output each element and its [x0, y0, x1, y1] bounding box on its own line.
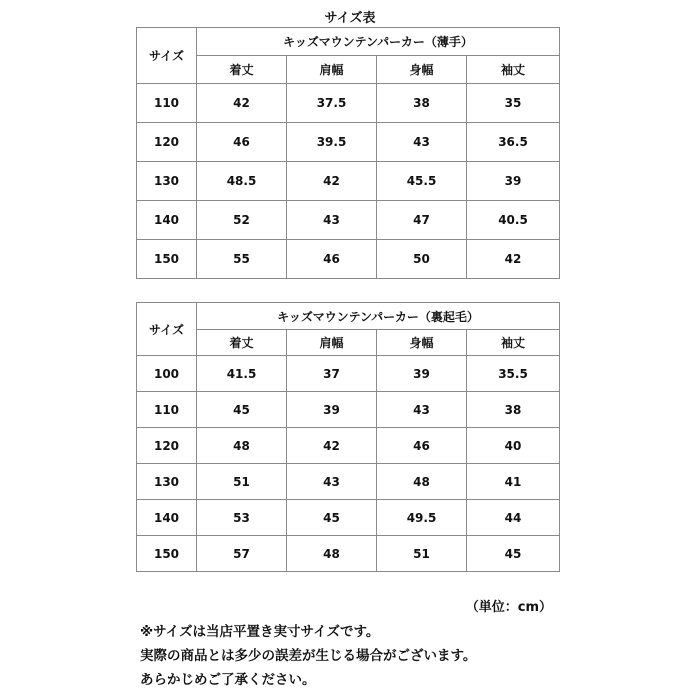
- value-cell: 41: [467, 464, 560, 500]
- column-header: 袖丈: [467, 56, 560, 84]
- value-cell: 50: [377, 240, 467, 279]
- product-name-header: キッズマウンテンパーカー（薄手）: [197, 28, 560, 56]
- column-header: 着丈: [197, 56, 287, 84]
- table-row: [137, 464, 560, 500]
- value-cell: 35.5: [467, 356, 560, 392]
- value-cell: 45: [287, 500, 377, 536]
- product-name-header: キッズマウンテンパーカー（裏起毛）: [197, 303, 560, 330]
- size-cell: 120: [137, 428, 197, 464]
- value-cell: 37.5: [287, 84, 377, 123]
- page-title: サイズ表: [324, 11, 376, 26]
- value-cell: 51: [197, 464, 287, 500]
- value-cell: 39: [377, 356, 467, 392]
- value-cell: 43: [287, 464, 377, 500]
- value-cell: 46: [197, 123, 287, 162]
- size-cell: 130: [137, 162, 197, 201]
- value-cell: 43: [377, 123, 467, 162]
- size-header: サイズ: [137, 28, 197, 84]
- note-line: ※サイズは当店平置き実寸サイズです。: [140, 624, 380, 640]
- table-row: [137, 536, 560, 572]
- size-cell: 140: [137, 500, 197, 536]
- size-cell: 110: [137, 84, 197, 123]
- value-cell: 49.5: [377, 500, 467, 536]
- value-cell: 35: [467, 84, 560, 123]
- value-cell: 48: [377, 464, 467, 500]
- column-header: 着丈: [197, 330, 287, 356]
- table-row: [137, 392, 560, 428]
- value-cell: 53: [197, 500, 287, 536]
- value-cell: 37: [287, 356, 377, 392]
- table-row: [137, 240, 560, 279]
- value-cell: 38: [377, 84, 467, 123]
- size-cell: 140: [137, 201, 197, 240]
- size-cell: 110: [137, 392, 197, 428]
- size-cell: 130: [137, 464, 197, 500]
- value-cell: 42: [287, 162, 377, 201]
- size-cell: 100: [137, 356, 197, 392]
- table-row: [137, 500, 560, 536]
- value-cell: 41.5: [197, 356, 287, 392]
- table-row: [137, 201, 560, 240]
- unit-label: （単位：cm）: [465, 600, 552, 615]
- value-cell: 48: [197, 428, 287, 464]
- column-header: 身幅: [377, 56, 467, 84]
- column-header: 肩幅: [287, 56, 377, 84]
- size-header: サイズ: [137, 303, 197, 356]
- value-cell: 43: [287, 201, 377, 240]
- value-cell: 42: [287, 428, 377, 464]
- value-cell: 42: [467, 240, 560, 279]
- table-row: [137, 428, 560, 464]
- size-table-fleece: [136, 302, 560, 572]
- value-cell: 46: [377, 428, 467, 464]
- value-cell: 40.5: [467, 201, 560, 240]
- value-cell: 36.5: [467, 123, 560, 162]
- notes: [140, 620, 476, 692]
- table-row: [137, 123, 560, 162]
- value-cell: 45: [197, 392, 287, 428]
- value-cell: 46: [287, 240, 377, 279]
- value-cell: 57: [197, 536, 287, 572]
- value-cell: 45.5: [377, 162, 467, 201]
- column-header: 肩幅: [287, 330, 377, 356]
- note-line: 実際の商品とは多少の誤差が生じる場合がございます。: [140, 648, 477, 664]
- size-cell: 120: [137, 123, 197, 162]
- value-cell: 40: [467, 428, 560, 464]
- value-cell: 48: [287, 536, 377, 572]
- value-cell: 39.5: [287, 123, 377, 162]
- size-cell: 150: [137, 536, 197, 572]
- value-cell: 39: [287, 392, 377, 428]
- note-line: あらかじめご了承ください。: [140, 672, 316, 688]
- value-cell: 39: [467, 162, 560, 201]
- value-cell: 48.5: [197, 162, 287, 201]
- value-cell: 55: [197, 240, 287, 279]
- table-row: [137, 162, 560, 201]
- value-cell: 47: [377, 201, 467, 240]
- column-header: 身幅: [377, 330, 467, 356]
- size-table-thin: [136, 27, 560, 279]
- value-cell: 42: [197, 84, 287, 123]
- table-row: [137, 356, 560, 392]
- value-cell: 51: [377, 536, 467, 572]
- value-cell: 45: [467, 536, 560, 572]
- value-cell: 38: [467, 392, 560, 428]
- column-header: 袖丈: [467, 330, 560, 356]
- table-row: [137, 84, 560, 123]
- value-cell: 44: [467, 500, 560, 536]
- value-cell: 52: [197, 201, 287, 240]
- value-cell: 43: [377, 392, 467, 428]
- size-cell: 150: [137, 240, 197, 279]
